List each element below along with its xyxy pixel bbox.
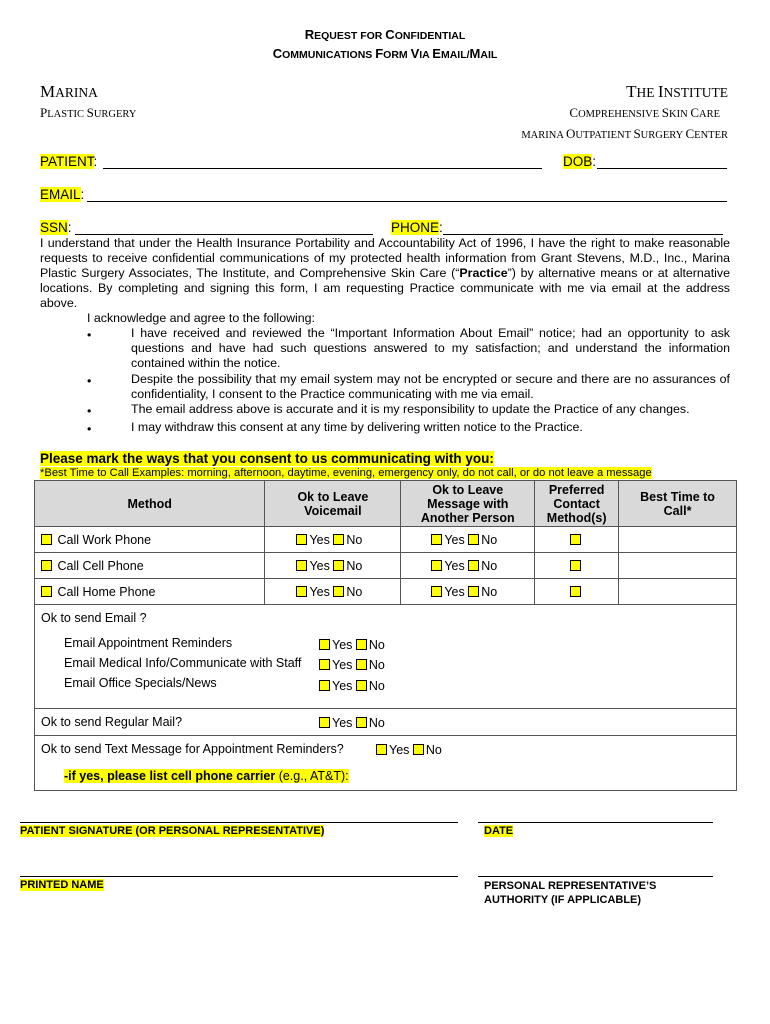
printed-name-line[interactable]	[20, 876, 458, 877]
phone-label: PHONE:	[391, 220, 443, 235]
bullet-encryption-consent: Despite the possibility that my email system may not be encrypted or secure and there are no assurances of confidentiality, I consent to the Practice communicating with me via email.	[131, 372, 730, 401]
org-sub-outpatient-center: MARINA OUTPATIENT SURGERY CENTER	[521, 126, 728, 141]
header-another-person: Ok to Leave Message with Another Person	[401, 481, 535, 527]
form-title-line-2: COMMUNICATIONS FORM VIA EMAIL/MAIL	[272, 46, 498, 61]
home-voicemail-no-checkbox[interactable]	[333, 586, 344, 597]
phone-field[interactable]	[443, 234, 723, 235]
bullet-char: •	[87, 422, 92, 436]
regular-mail-no-checkbox[interactable]	[356, 717, 367, 728]
email-label: EMAIL:	[40, 187, 85, 202]
patient-label: PATIENT:	[40, 154, 98, 169]
regular-mail-options: Yes No	[319, 716, 385, 730]
the-institute-logo	[521, 82, 728, 145]
bullet-withdraw-consent: I may withdraw this consent at any time by delivering written notice to the Practice.	[131, 420, 583, 434]
email-medical-label: Email Medical Info/Communicate with Staff	[64, 656, 302, 670]
dob-field[interactable]	[597, 168, 727, 169]
rep-authority-label: PERSONAL REPRESENTATIVE’S AUTHORITY (IF APPLICABLE)	[484, 880, 657, 906]
table-row	[35, 579, 737, 605]
ssn-label: SSN:	[40, 220, 72, 235]
cell-voicemail-yes-checkbox[interactable]	[296, 560, 307, 571]
patient-field[interactable]	[103, 168, 542, 169]
org-name-marina: MARINA	[40, 82, 98, 101]
email-specials-label: Email Office Specials/News	[64, 676, 217, 690]
marina-plastic-surgery-logo	[40, 82, 136, 124]
consent-heading: Please mark the ways that you consent to us communicating with you:	[40, 451, 494, 466]
work-preferred-cell	[535, 527, 619, 553]
org-name-institute: THE INSTITUTE	[626, 82, 728, 101]
regular-mail-yes-checkbox[interactable]	[319, 717, 330, 728]
table-header-row	[35, 481, 737, 527]
bullet-char: •	[87, 328, 92, 342]
home-best-time-cell[interactable]	[619, 579, 737, 605]
regular-mail-row	[35, 709, 737, 736]
home-message-cell: Yes No	[401, 579, 535, 605]
home-voicemail-cell: Yes No	[265, 579, 401, 605]
work-message-no-checkbox[interactable]	[468, 534, 479, 545]
method-work-phone: Call Work Phone	[35, 527, 265, 553]
work-message-cell: Yes No	[401, 527, 535, 553]
cell-message-no-checkbox[interactable]	[468, 560, 479, 571]
ssn-field[interactable]	[75, 234, 373, 235]
best-time-note: *Best Time to Call Examples: morning, afternoon, daytime, evening, emergency only, do not call, or do not leave a message	[40, 467, 652, 479]
text-message-options: Yes No	[376, 743, 442, 757]
header-method: Method	[35, 481, 265, 527]
home-message-yes-checkbox[interactable]	[431, 586, 442, 597]
work-phone-checkbox[interactable]	[41, 534, 52, 545]
cell-voicemail-cell: Yes No	[265, 553, 401, 579]
email-appointment-label: Email Appointment Reminders	[64, 636, 233, 650]
bullet-char: •	[87, 404, 92, 418]
work-message-yes-checkbox[interactable]	[431, 534, 442, 545]
contact-methods-table	[34, 480, 737, 791]
patient-signature-label: PATIENT SIGNATURE (OR PERSONAL REPRESENTATIVE)	[20, 825, 325, 837]
work-preferred-checkbox[interactable]	[570, 534, 581, 545]
bullet-email-notice: I have received and reviewed the “Important Information About Email” notice; had an opportunity to ask questions and have had such questions answered to my satisfaction; and understand the information contained within the notice.	[131, 326, 730, 370]
home-voicemail-yes-checkbox[interactable]	[296, 586, 307, 597]
bullet-char: •	[87, 374, 92, 388]
email-question: Ok to send Email ?	[41, 611, 147, 625]
table-row	[35, 527, 737, 553]
regular-mail-question: Ok to send Regular Mail?	[41, 715, 183, 729]
email-specials-yes-checkbox[interactable]	[319, 680, 330, 691]
email-appointment-yes-checkbox[interactable]	[319, 639, 330, 650]
home-preferred-cell	[535, 579, 619, 605]
header-voicemail: Ok to Leave Voicemail	[265, 481, 401, 527]
email-specials-no-checkbox[interactable]	[356, 680, 367, 691]
form-title	[0, 26, 770, 64]
dob-label: DOB:	[563, 154, 597, 169]
header-preferred: Preferred Contact Method(s)	[535, 481, 619, 527]
email-appointment-options: Yes No	[319, 638, 385, 652]
email-specials-options: Yes No	[319, 679, 385, 693]
cell-voicemail-no-checkbox[interactable]	[333, 560, 344, 571]
method-cell-phone: Call Cell Phone	[35, 553, 265, 579]
email-appointment-no-checkbox[interactable]	[356, 639, 367, 650]
work-best-time-cell[interactable]	[619, 527, 737, 553]
printed-name-label: PRINTED NAME	[20, 879, 104, 891]
cell-best-time-cell[interactable]	[619, 553, 737, 579]
table-row	[35, 553, 737, 579]
email-consent-section	[35, 605, 737, 709]
work-voicemail-yes-checkbox[interactable]	[296, 534, 307, 545]
cell-preferred-cell	[535, 553, 619, 579]
hipaa-intro-paragraph: I understand that under the Health Insurance Portability and Accountability Act of 1996, I have the right to make reasonable requests to receive confidential communications of my protected health information from Grant Stevens, M.D., Inc., Marina Plastic Surgery Associates, The Institute, and Comprehensive Skin Care (“Practice”) by alternative means or at alternative locations. By completing and signing this form, I am requesting Practice communicate with me via email at the address above.	[40, 236, 730, 310]
text-message-question: Ok to send Text Message for Appointment Reminders?	[41, 742, 344, 756]
email-medical-options: Yes No	[319, 658, 385, 672]
home-phone-checkbox[interactable]	[41, 586, 52, 597]
acknowledge-line: I acknowledge and agree to the following:	[87, 311, 316, 325]
patient-signature-line[interactable]	[20, 822, 458, 823]
email-medical-no-checkbox[interactable]	[356, 659, 367, 670]
text-message-row	[35, 736, 737, 791]
org-sub-plastic-surgery: PLASTIC SURGERY	[40, 105, 137, 120]
home-preferred-checkbox[interactable]	[570, 586, 581, 597]
form-title-line-1: REQUEST FOR CONFIDENTIAL	[304, 27, 466, 42]
text-message-no-checkbox[interactable]	[413, 744, 424, 755]
method-home-phone: Call Home Phone	[35, 579, 265, 605]
work-voicemail-cell: Yes No	[265, 527, 401, 553]
header-best-time: Best Time to Call*	[619, 481, 737, 527]
cell-preferred-checkbox[interactable]	[570, 560, 581, 571]
cell-message-cell: Yes No	[401, 553, 535, 579]
cell-phone-checkbox[interactable]	[41, 560, 52, 571]
email-medical-yes-checkbox[interactable]	[319, 659, 330, 670]
rep-authority-line[interactable]	[478, 876, 713, 877]
cell-carrier-prompt: -if yes, please list cell phone carrier (e.g., AT&T):	[64, 769, 349, 783]
email-field[interactable]	[87, 201, 727, 202]
org-sub-skin-care: COMPREHENSIVE SKIN CARE	[569, 105, 720, 120]
text-message-yes-checkbox[interactable]	[376, 744, 387, 755]
work-voicemail-no-checkbox[interactable]	[333, 534, 344, 545]
date-line[interactable]	[478, 822, 713, 823]
home-message-no-checkbox[interactable]	[468, 586, 479, 597]
bullet-email-accuracy: The email address above is accurate and it is my responsibility to update the Practice of any changes.	[131, 402, 690, 416]
cell-message-yes-checkbox[interactable]	[431, 560, 442, 571]
date-label: DATE	[484, 825, 514, 837]
